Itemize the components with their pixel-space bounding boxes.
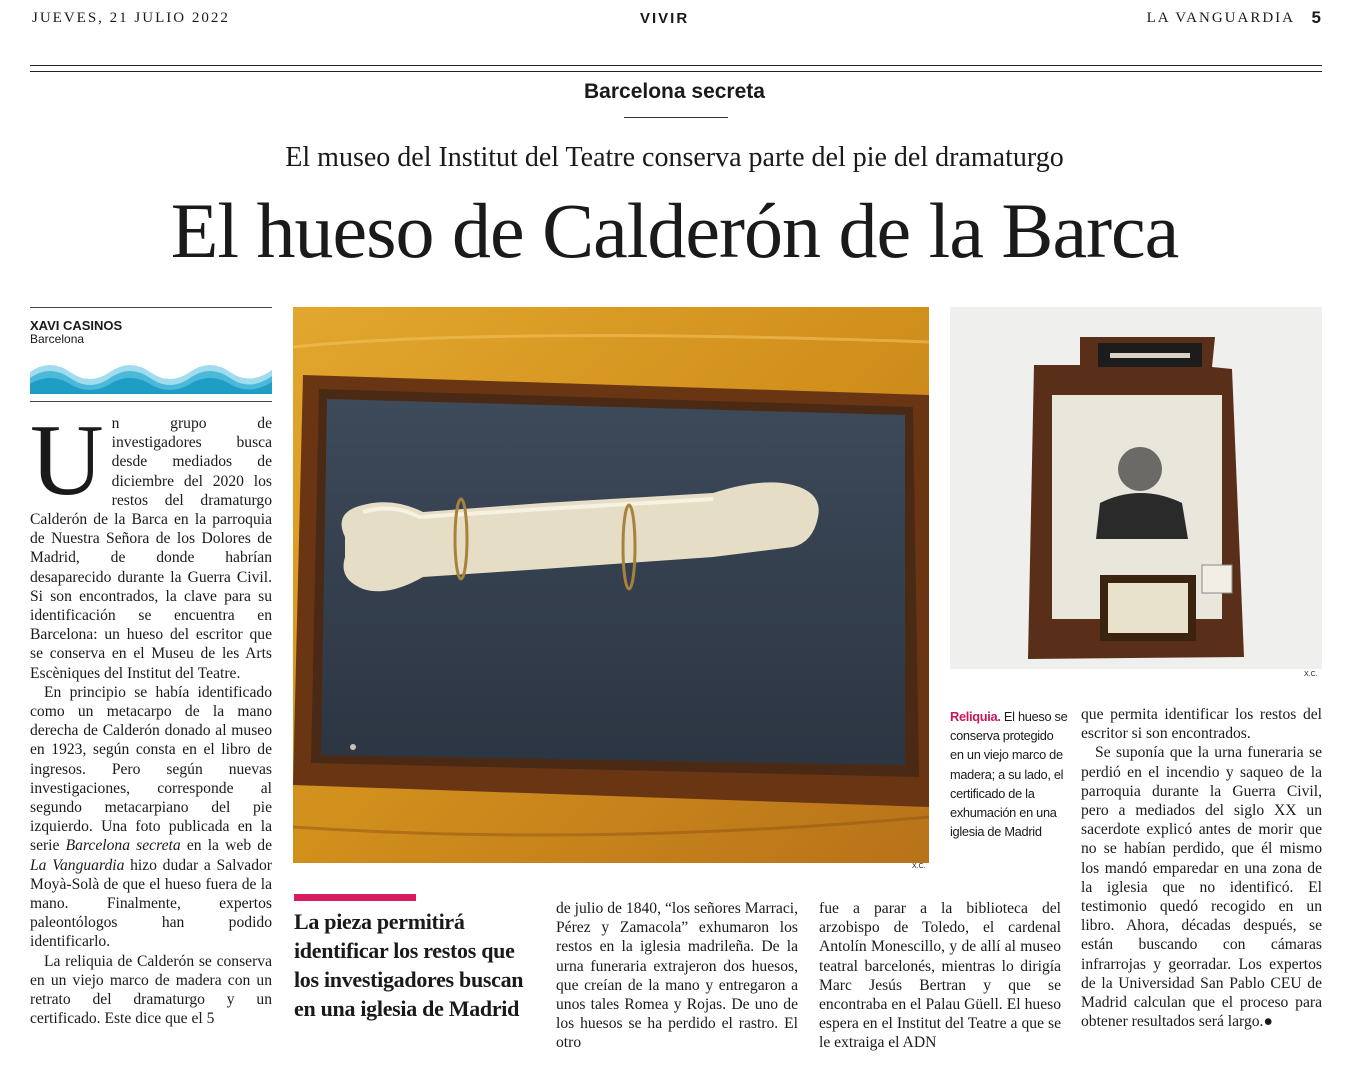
- caption-text: El hueso se conserva protegido en un viejo marco de madera; a su lado, el certificado de la exhumación en una iglesia de Madrid: [950, 709, 1068, 840]
- section-name: VIVIR: [640, 10, 690, 27]
- paragraph-col2: de julio de 1840, “los señores Marraci, Pérez y Zamacola” exhumaron los restos en la iglesia madrileña. De la urna funeraria extrajeron dos huesos, que creían de la mano y entregaron a unos tales Romea y Rojas. De uno de los huesos se ha perdido el rastro. El otro: [556, 900, 798, 1052]
- paragraph-right-2: Se suponía que la urna funeraria se perdió en el incendio y saqueo de la parroquia durante la Guerra Civil, pero a mediados del siglo XX un sacerdote explicó antes de morir que no se habían perdido, que él mismo los mandó emparedar en una zona de la iglesia que no identificó. El testimonio quedó recogido en un libro. Ahora, décadas después, se están buscando con cámaras infrarrojas y georradar. Los expertos de la Universidad San Pablo CEU de Madrid calculan que el proceso para obtener resultados será largo.●: [1081, 744, 1322, 1031]
- drop-cap: U: [30, 404, 104, 517]
- paragraph-1: n grupo de investigadores busca desde mediados de diciembre del 2020 los restos del dramaturgo Calderón de la Barca en la parroquia de Nuestra Señora de los Dolores de Madrid, de donde habrían desaparecido durante la Guerra Civil. Si son encontrados, la clave para su identificación se encuentra en Barcelona: un hueso del escritor que se conserva en el Museu de les Arts Escèniques del Institut del Teatre.: [30, 415, 272, 682]
- photo-credit: X.C.: [912, 863, 926, 870]
- paragraph-col3: fue a parar a la biblioteca del arzobispo de Toledo, el cardenal Antolín Monescillo, y de allí al museo teatral barcelonés, mientras lo dirigía Marc Jesús Bertran y que se encontraba en el Palau Güell. El hueso espera en el Institut del Teatre a que se le extraiga el ADN: [819, 900, 1061, 1052]
- byline-rule: [30, 307, 272, 308]
- issue-date: JUEVES, 21 JULIO 2022: [32, 10, 230, 26]
- dateline-city: Barcelona: [30, 332, 85, 346]
- article-column-right: [1081, 705, 1322, 1031]
- paragraph-2: En principio se había identificado como un metacarpo de la mano derecha de Calderón donado al museo en 1923, según consta en el libro de ingresos. Pero según nuevas investigaciones, corresponde al segundo metacarpiano del pie izquierdo. Una foto publicada en la serie Barcelona secreta en la web de La Vanguardia hizo dudar a Salvador Moyà-Solà de que el hueso fuera de la mano. Finalmente, expertos paleontólogos han podido identificarlo.: [30, 683, 273, 951]
- bone-photo: [293, 307, 929, 863]
- article-column-2: [556, 899, 798, 1053]
- kicker: Barcelona secreta: [584, 80, 765, 103]
- kicker-rule: [624, 117, 728, 118]
- portrait-frame-photo: [950, 307, 1322, 669]
- photo-credit: X.C.: [1304, 671, 1318, 678]
- end-mark-icon: ●: [1263, 1013, 1273, 1031]
- pull-quote: La pieza permitirá identificar los restos que los investigadores buscan en una iglesia de Madrid: [294, 909, 524, 1021]
- subheadline: El museo del Institut del Teatre conserva parte del pie del dramaturgo: [285, 142, 1064, 173]
- photo-caption: [950, 707, 1068, 841]
- wave-logo-icon: [30, 350, 272, 394]
- header-rule: [30, 65, 1322, 66]
- author-name: XAVI CASINOS: [30, 318, 123, 333]
- article-column-3: [819, 899, 1061, 1053]
- paragraph-right-1: que permita identificar los restos del escritor si son encontrados.: [1081, 706, 1322, 743]
- headline: El hueso de Calderón de la Barca: [170, 187, 1179, 274]
- page-number: 5: [1311, 8, 1321, 27]
- newspaper-name: LA VANGUARDIA: [1146, 10, 1295, 26]
- pull-quote-bar: [294, 894, 416, 901]
- header-rule: [30, 71, 1322, 72]
- paragraph-3: La reliquia de Calderón se conserva en un viejo marco de madera con un retrato del dramaturgo y un certificado. Este dice que el 5: [30, 952, 272, 1028]
- byline-rule: [30, 401, 272, 402]
- caption-label: Reliquia.: [950, 709, 1001, 724]
- article-column-1: [30, 404, 273, 1029]
